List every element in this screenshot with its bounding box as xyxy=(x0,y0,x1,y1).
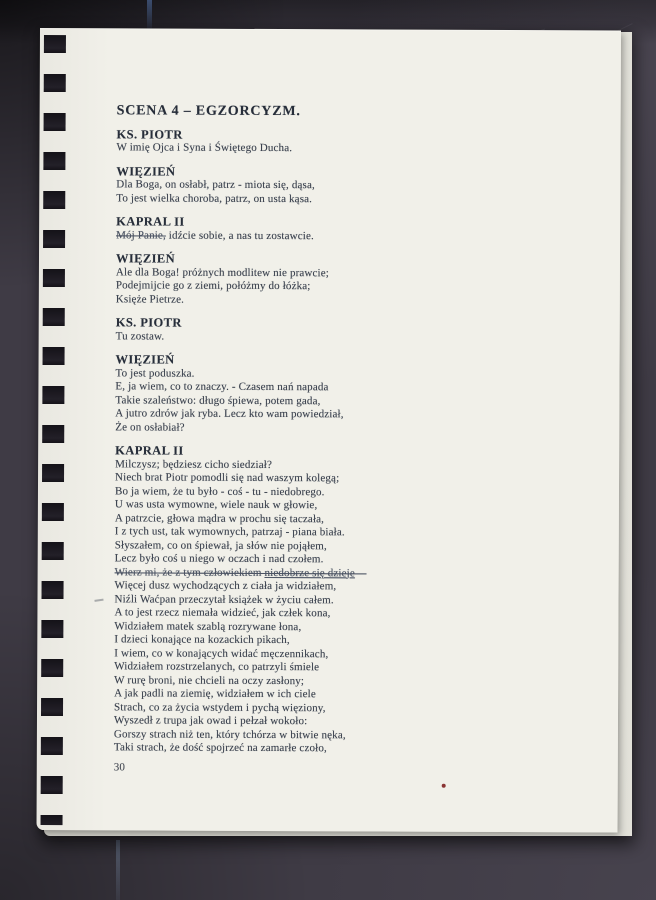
dialogue-line: Że on osłabiał? xyxy=(115,420,185,434)
dialogue-line: Milczysz; będziesz cicho siedział? xyxy=(115,457,273,471)
dialogue-line: I z tych ust, tak wymownych, patrzaj - piana biała. xyxy=(114,525,345,539)
dialogue-line: Podejmijcie go z ziemi, połóżmy do łóżka; xyxy=(115,279,311,293)
speaker-heading: WIĘZIEŃ xyxy=(115,352,175,367)
dialogue-line: Księże Pietrze. xyxy=(115,292,185,306)
dialogue-text: idźcie sobie, a nas tu zostawcie. xyxy=(165,229,314,242)
speaker-heading: KAPRAL II xyxy=(116,214,185,229)
dialogue-line: I dzieci konające na kozackich pikach, xyxy=(114,633,290,647)
dialogue-line: U was usta wymowne, wiele nauk w głowie, xyxy=(114,498,318,512)
dialogue-line: To jest poduszka. xyxy=(115,366,195,380)
red-ink-dot xyxy=(442,784,446,788)
dialogue-block xyxy=(116,316,586,345)
dialogue-line: A patrzcie, głowa mądra w prochu się taczała, xyxy=(114,511,325,525)
dialogue-line: Takie szaleństwo: długo śpiewa, potem gada, xyxy=(115,393,321,407)
dialogue-block xyxy=(116,165,586,208)
dialogue-line: I wiem, co w konających widać męczennikach, xyxy=(114,646,329,660)
strikethrough-text: Wierz mi, że z tym człowiekiem xyxy=(114,565,265,579)
dialogue-block xyxy=(116,128,586,157)
comb-binding xyxy=(41,35,66,825)
speaker-heading: KAPRAL II xyxy=(115,443,184,458)
dialogue-line: Bo ja wiem, że tu było - coś - tu - niedobrego. xyxy=(114,484,325,498)
dialogue-line: W rurę broni, nie chcieli na oczy zasłony; xyxy=(114,673,305,687)
strikethrough-text: niedobrze się dzieje xyxy=(264,566,355,579)
dialogue-line xyxy=(116,229,586,245)
dialogue-line: Słyszałem, co on śpiewał, ja słów nie pojąłem, xyxy=(114,538,327,552)
dialogue-line: Niech brat Piotr pomodli się nad waszym kolegą; xyxy=(115,471,340,485)
dialogue-line: Widziałem rozstrzelanych, co patrzyli śmiele xyxy=(114,660,320,674)
dialogue-line: Wyszedł z trupa jak owad i pełzał wokoło: xyxy=(113,714,308,728)
dialogue-line: Dla Boga, on osłabł, patrz - miota się, dąsa, xyxy=(116,178,315,192)
speaker-heading: KS. PIOTR xyxy=(116,126,183,142)
dialogue-line: A to jest rzecz niemała widzieć, jak człek kona, xyxy=(114,606,331,620)
dialogue-line: Niźli Waćpan przeczytał książek w życiu całem. xyxy=(114,592,334,606)
dialogue-block xyxy=(114,444,585,757)
scene-heading: SCENA 4 – EGZORCYZM. xyxy=(116,103,301,120)
page-content xyxy=(114,104,587,776)
speaker-heading: WIĘZIEŃ xyxy=(116,163,176,179)
dialogue-line: W imię Ojca i Syna i Świętego Ducha. xyxy=(116,141,293,155)
dialogue-block xyxy=(115,353,585,436)
scan-streak-bottom xyxy=(116,840,120,900)
dialogue-block xyxy=(116,252,586,308)
dialogue-line: Gorszy strach niż ten, który tchórza w bitwie nęka, xyxy=(113,727,346,741)
dialogue-line: A jak padli na ziemię, widziałem w ich ciele xyxy=(114,687,316,701)
dialogue-line: A jutro zdrów jak ryba. Lecz kto wam powiedział, xyxy=(115,407,344,421)
dialogue-line: Ale dla Boga! próżnych modlitew nie prawcie; xyxy=(115,265,330,279)
dialogue-line: Widziałem matek szablą rozrywane łona, xyxy=(114,619,302,633)
strikethrough-text: Mój Panie, xyxy=(116,228,166,242)
dialogue-line: Taki strach, że dość spojrzeć na zamarłe czoło, xyxy=(113,741,327,755)
dialogue-line: Lecz było coś u niego w oczach i nad czołem. xyxy=(114,552,324,566)
pencil-mark xyxy=(94,599,103,602)
dialogue-line: Więcej dusz wychodzących z ciała ja widziałem, xyxy=(114,579,337,593)
strikethrough-text xyxy=(355,567,367,579)
page-number: 30 xyxy=(113,760,126,773)
dialogue-block xyxy=(116,215,586,244)
dialogue xyxy=(114,128,587,757)
speaker-heading: KS. PIOTR xyxy=(115,315,182,330)
dialogue-line: Tu zostaw. xyxy=(115,329,165,343)
speaker-heading: WIĘZIEŃ xyxy=(115,251,176,266)
dialogue-line: E, ja wiem, co to znaczy. - Czasem nań napada xyxy=(115,380,329,394)
dialogue-line: To jest wielka choroba, patrz, on usta kąsa. xyxy=(116,191,313,205)
dialogue-line: Strach, co za życia wstydem i pychą więziony, xyxy=(114,700,326,714)
script-page xyxy=(37,28,621,833)
